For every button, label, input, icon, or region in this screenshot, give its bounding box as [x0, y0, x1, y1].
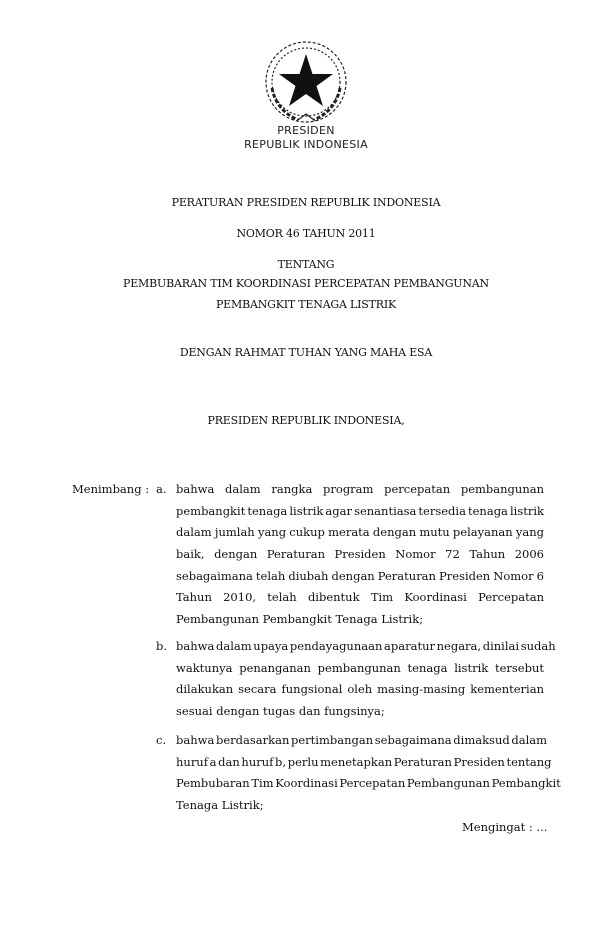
subject-line-1: PEMBUBARAN TIM KOORDINASI PERCEPATAN PEMBANGUNAN [123, 277, 489, 290]
item-letter: a. [156, 482, 167, 496]
paragraph-line: huruf a dan huruf b, perlu menetapkan Peraturan Presiden tentang [176, 754, 552, 769]
paragraph-line: sesuai dengan tugas dan fungsinya; [176, 704, 385, 719]
preamble-invocation: DENGAN RAHMAT TUHAN YANG MAHA ESA [179, 346, 433, 359]
paragraph-line: bahwa berdasarkan pertimbangan sebagaimana dimaksud dalam [176, 733, 548, 747]
paragraph-line: Tenaga Listrik; [176, 798, 264, 813]
subject-line-2: PEMBANGKIT TENAGA LISTRIK [215, 298, 397, 311]
paragraph-line: baik, dengan Peraturan Presiden Nomor 72 Tahun 2006 [176, 547, 544, 562]
presidential-emblem-icon [262, 38, 350, 126]
paragraph-line: dilakukan secara fungsional oleh masing-masing kementerian [176, 682, 544, 697]
consideration-paragraph [176, 636, 556, 723]
paragraph-line: Pembubaran Tim Koordinasi Percepatan Pembangunan Pembangkit [176, 776, 561, 791]
paragraph-line: Tahun 2010, telah dibentuk Tim Koordinasi Percepatan [176, 590, 544, 605]
item-letter: c. [156, 733, 167, 747]
regulation-number: NOMOR 46 TAHUN 2011 [236, 227, 376, 240]
paragraph-line: Pembangunan Pembangkit Tenaga Listrik; [176, 612, 424, 627]
paragraph-line: bahwa dalam rangka program percepatan pembangunan [176, 482, 544, 496]
item-letter: b. [156, 639, 168, 653]
president-heading: PRESIDEN REPUBLIK INDONESIA, [207, 414, 405, 427]
emblem-caption-republik: REPUBLIK INDONESIA [244, 138, 368, 151]
continuation-note: Mengingat : ... [462, 820, 548, 834]
paragraph-line: waktunya penanganan pembangunan tenaga listrik tersebut [176, 660, 544, 675]
paragraph-line: sebagaimana telah diubah dengan Peraturan Presiden Nomor 6 [176, 568, 544, 583]
paragraph-line: pembangkit tenaga listrik agar senantiasa tersedia tenaga listrik [176, 503, 544, 518]
consideration-paragraph [176, 479, 544, 631]
paragraph-line: bahwa dalam upaya pendayagunaan aparatur negara, dinilai sudah [176, 639, 556, 653]
tentang-heading: TENTANG [277, 258, 335, 271]
regulation-title: PERATURAN PRESIDEN REPUBLIK INDONESIA [171, 196, 441, 209]
consideration-paragraph [176, 730, 561, 817]
emblem-caption-presiden: PRESIDEN [277, 124, 335, 137]
menimbang-label: Menimbang : [72, 482, 150, 496]
paragraph-line: dalam jumlah yang cukup merata dengan mutu pelayanan yang [176, 525, 544, 540]
